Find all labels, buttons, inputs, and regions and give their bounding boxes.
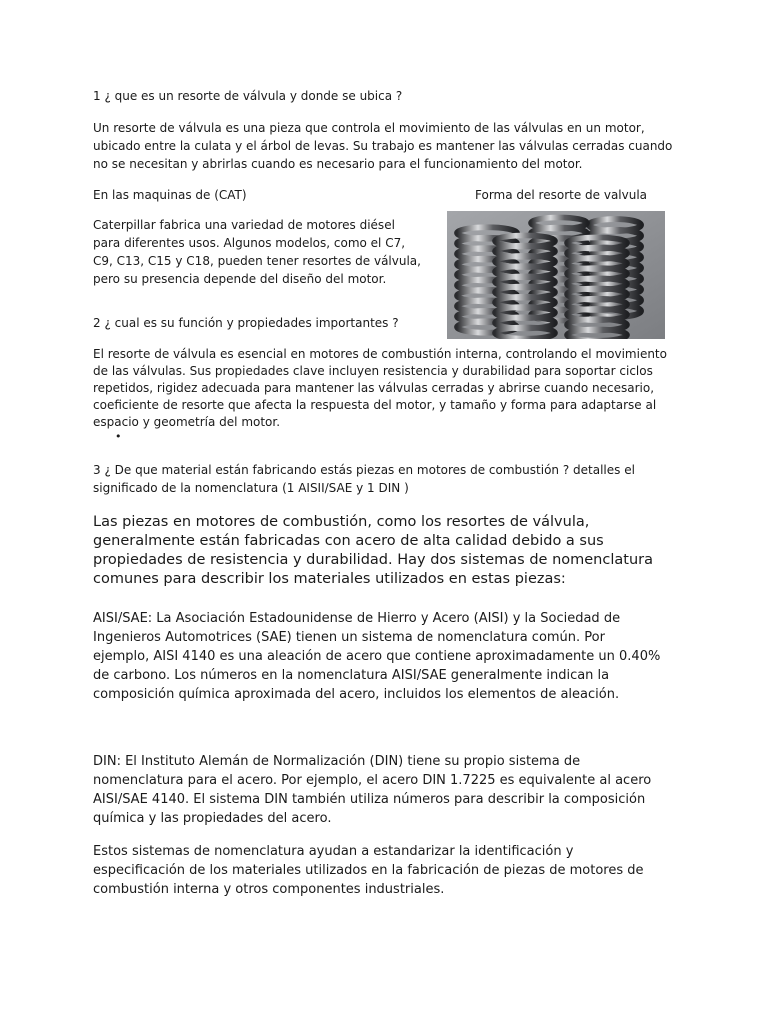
conclusion-paragraph: Estos sistemas de nomenclatura ayudan a estandarizar la identificación y especificación de los materiales utilizados en la fabricación de piezas de motores de combustión interna y otros componentes industriales. xyxy=(93,844,644,897)
bullet-point: • xyxy=(115,430,122,443)
aisi-sae-paragraph: AISI/SAE: La Asociación Estadounidense de Hierro y Acero (AISI) y la Sociedad de Ingenieros Automotrices (SAE) tienen un sistema de nomenclatura común. Por ejemplo, AISI 4140 es una aleación de acero que contiene aproximadamente un 0.40% de carbono. Los números en la nomenclatura AISI/SAE generalmente indican la composición química aproximada del acero, incluidos los elementos de aleación. xyxy=(93,611,661,702)
question-3: 3 ¿ De que material están fabricando estás piezas en motores de combustión ? detalles el significado de la nomenclatura (1 AISII/SAE y 1 DIN ) xyxy=(93,463,635,495)
cat-paragraph: Caterpillar fabrica una variedad de motores diésel para diferentes usos. Algunos modelos, como el C7, C9, C13, C15 y C18, pueden tener resortes de válvula, pero su presencia depende del diseño del motor. xyxy=(93,218,421,286)
question-1: 1 ¿ que es un resorte de válvula y donde se ubica ? xyxy=(93,89,403,103)
cat-heading: En las maquinas de (CAT) xyxy=(93,188,247,202)
answer-1: Un resorte de válvula es una pieza que controla el movimiento de las válvulas en un motor, ubicado entre la culata y el árbol de levas. Su trabajo es mantener las válvulas cerradas cuando no se necesitan y abrirlas cuando es necesario para el funcionamiento del motor. xyxy=(93,121,673,171)
image-heading: Forma del resorte de valvula xyxy=(475,188,648,202)
din-paragraph: DIN: El Instituto Alemán de Normalización (DIN) tiene su propio sistema de nomenclatura para el acero. Por ejemplo, el acero DIN 1.7225 es equivalente al acero AISI/SAE 4140. El sistema DIN también utiliza números para describir la composición química y las propiedades del acero. xyxy=(93,754,652,826)
answer-2: El resorte de válvula es esencial en motores de combustión interna, controlando el movimiento de las válvulas. Sus propiedades clave incluyen resistencia y durabilidad para soportar ciclos repetidos, rigidez adecuada para mantener las válvulas cerradas y abrirse cuando necesario, coeficiente de resorte que afecta la respuesta del motor, y tamaño y forma para adaptarse al espacio y geometría del motor. xyxy=(93,347,667,429)
question-2: 2 ¿ cual es su función y propiedades importantes ? xyxy=(93,316,399,330)
answer-3-intro: Las piezas en motores de combustión, como los resortes de válvula, generalmente están fabricadas con acero de alta calidad debido a sus propiedades de resistencia y durabilidad. Hay dos sistemas de nomenclatura comunes para describir los materiales utilizados en estas piezas: xyxy=(93,514,653,587)
